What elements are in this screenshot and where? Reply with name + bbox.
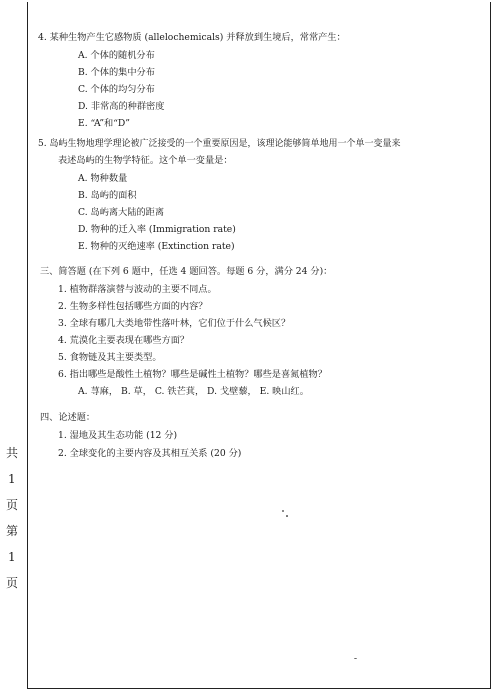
section-3-item-5: 5. 食物链及其主要类型。 [58, 352, 162, 363]
q5-option-c: C. 岛屿离大陆的距离 [78, 207, 165, 218]
page-marker-page-char-2: 页 [6, 576, 19, 590]
scan-speck [286, 515, 288, 517]
section-3-heading: 三、简答题 (在下列 6 题中，任选 4 题回答。每题 6 分，满分 24 分)： [40, 266, 333, 277]
question-5-stem-line2: 表述岛屿的生物学特征。这个单一变量是： [58, 155, 233, 166]
q5-option-b: B. 岛屿的面积 [78, 190, 137, 201]
q5-option-a: A. 物种数量 [78, 173, 128, 184]
section-4-item-1: 1. 湿地及其生态功能 (12 分) [58, 430, 178, 441]
section-3-item-1: 1. 植物群落演替与波动的主要不同点。 [58, 284, 217, 295]
section-3-item-2: 2. 生物多样性包括哪些方面的内容？ [58, 301, 208, 312]
q4-option-d: D. 非常高的种群密度 [78, 101, 165, 112]
q5-option-e: E. 物种的灭绝速率 (Extinction rate) [78, 241, 235, 252]
section-4-item-2: 2. 全球变化的主要内容及其相互关系 (20 分) [58, 448, 242, 459]
section-3-item-6: 6. 指出哪些是酸性土植物？哪些是碱性土植物？哪些是喜氮植物？ [58, 369, 327, 380]
question-5-stem-line1: 5. 岛屿生物地理学理论被广泛接受的一个重要原因是，该理论能够简单地用一个单一变量来 [38, 139, 401, 149]
question-4-stem: 4. 某种生物产生它感物质 (allelochemicals) 并释放到生境后，常常产生： [38, 32, 346, 43]
section-3-plant-options: A. 荨麻， B. 草， C. 铁芒萁， D. 戈壁藜， E. 映山红。 [78, 386, 309, 397]
page-marker-ordinal-char: 第 [6, 524, 19, 538]
q4-option-b: B. 个体的集中分布 [78, 67, 155, 78]
page-marker-total-char: 共 [6, 446, 19, 460]
page-marker-page-number: 1 [8, 550, 16, 564]
section-4-heading: 四、论述题： [40, 412, 96, 423]
section-3-item-4: 4. 荒漠化主要表现在哪些方面？ [58, 335, 190, 346]
page-marker-total-number: 1 [8, 472, 16, 486]
scan-speck [282, 510, 284, 512]
page-marker-page-char-1: 页 [6, 498, 19, 512]
q4-option-e: E. “A”和“D” [78, 118, 130, 129]
q4-option-a: A. 个体的随机分布 [78, 50, 155, 61]
q4-option-c: C. 个体的均匀分布 [78, 84, 155, 95]
section-3-item-3: 3. 全球有哪几大类地带性落叶林，它们位于什么气候区？ [58, 318, 291, 329]
q5-option-d: D. 物种的迁入率 (Immigration rate) [78, 224, 236, 235]
